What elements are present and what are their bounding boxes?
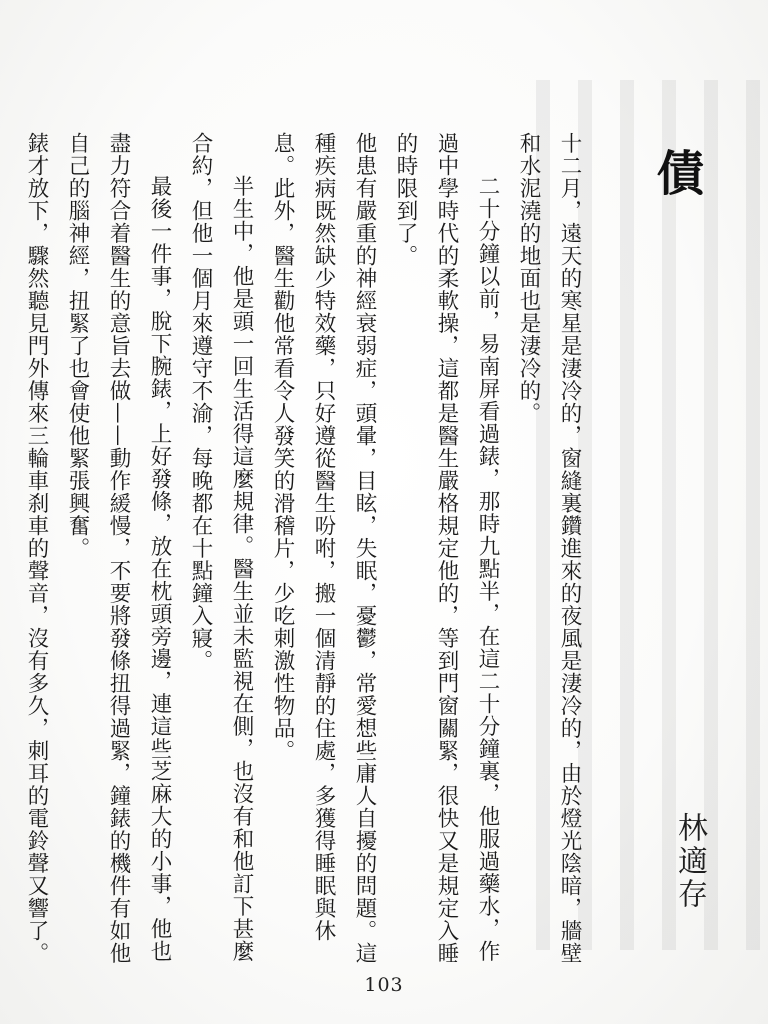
paragraph: 二十分鐘以前，易南屏看過錶，那時九點半，在這二十分鐘裏，他服過藥水，作過中學時代的柔軟操，這都是醫生嚴格規定他的，等到門窗關緊，很快又是規定入睡的時限到了。 — [393, 132, 500, 965]
paragraph: 他患有嚴重的神經衰弱症，頭暈，目眩，失眠，憂鬱，常愛想些庸人自擾的問題。這種疾病既然缺少特效藥，只好遵從醫生吩咐，搬一個清靜的住處，多獲得睡眠與休息。此外，醫生勸他常看令人發笑的滑稽片，少吃刺激性物品。 — [270, 132, 377, 965]
story-title: 債 — [648, 148, 704, 196]
paragraph: 最後一件事，脫下腕錶，上好發條，放在枕頭旁邊，連這些芝麻大的小事，他也盡力符合着醫生的意旨去做——動作緩慢，不要將發條扭得過緊，鐘錶的機件有如他自己的腦神經，扭緊了也會使他緊張興奮。 — [65, 132, 172, 965]
body-text — [16, 132, 590, 972]
paragraph: 半生中，他是頭一回生活得這麼規律。醫生並未監視在側，也沒有和他訂下甚麼合約，但他一個月來遵守不渝，每晚都在十點鐘入寢。 — [188, 132, 254, 963]
page-number: 103 — [364, 974, 404, 996]
paragraph: 錶才放下，驟然聽見門外傳來三輪車刹車的聲音，沒有多久，刺耳的電鈴聲又響了。 — [24, 132, 49, 965]
author-name: 林適存 — [672, 812, 707, 911]
paragraph: 十二月，遠天的寒星是淒冷的，窗縫裏鑽進來的夜風是淒冷的，由於燈光陰暗，牆壁和水泥澆的地面也是淒冷的。 — [516, 132, 582, 965]
